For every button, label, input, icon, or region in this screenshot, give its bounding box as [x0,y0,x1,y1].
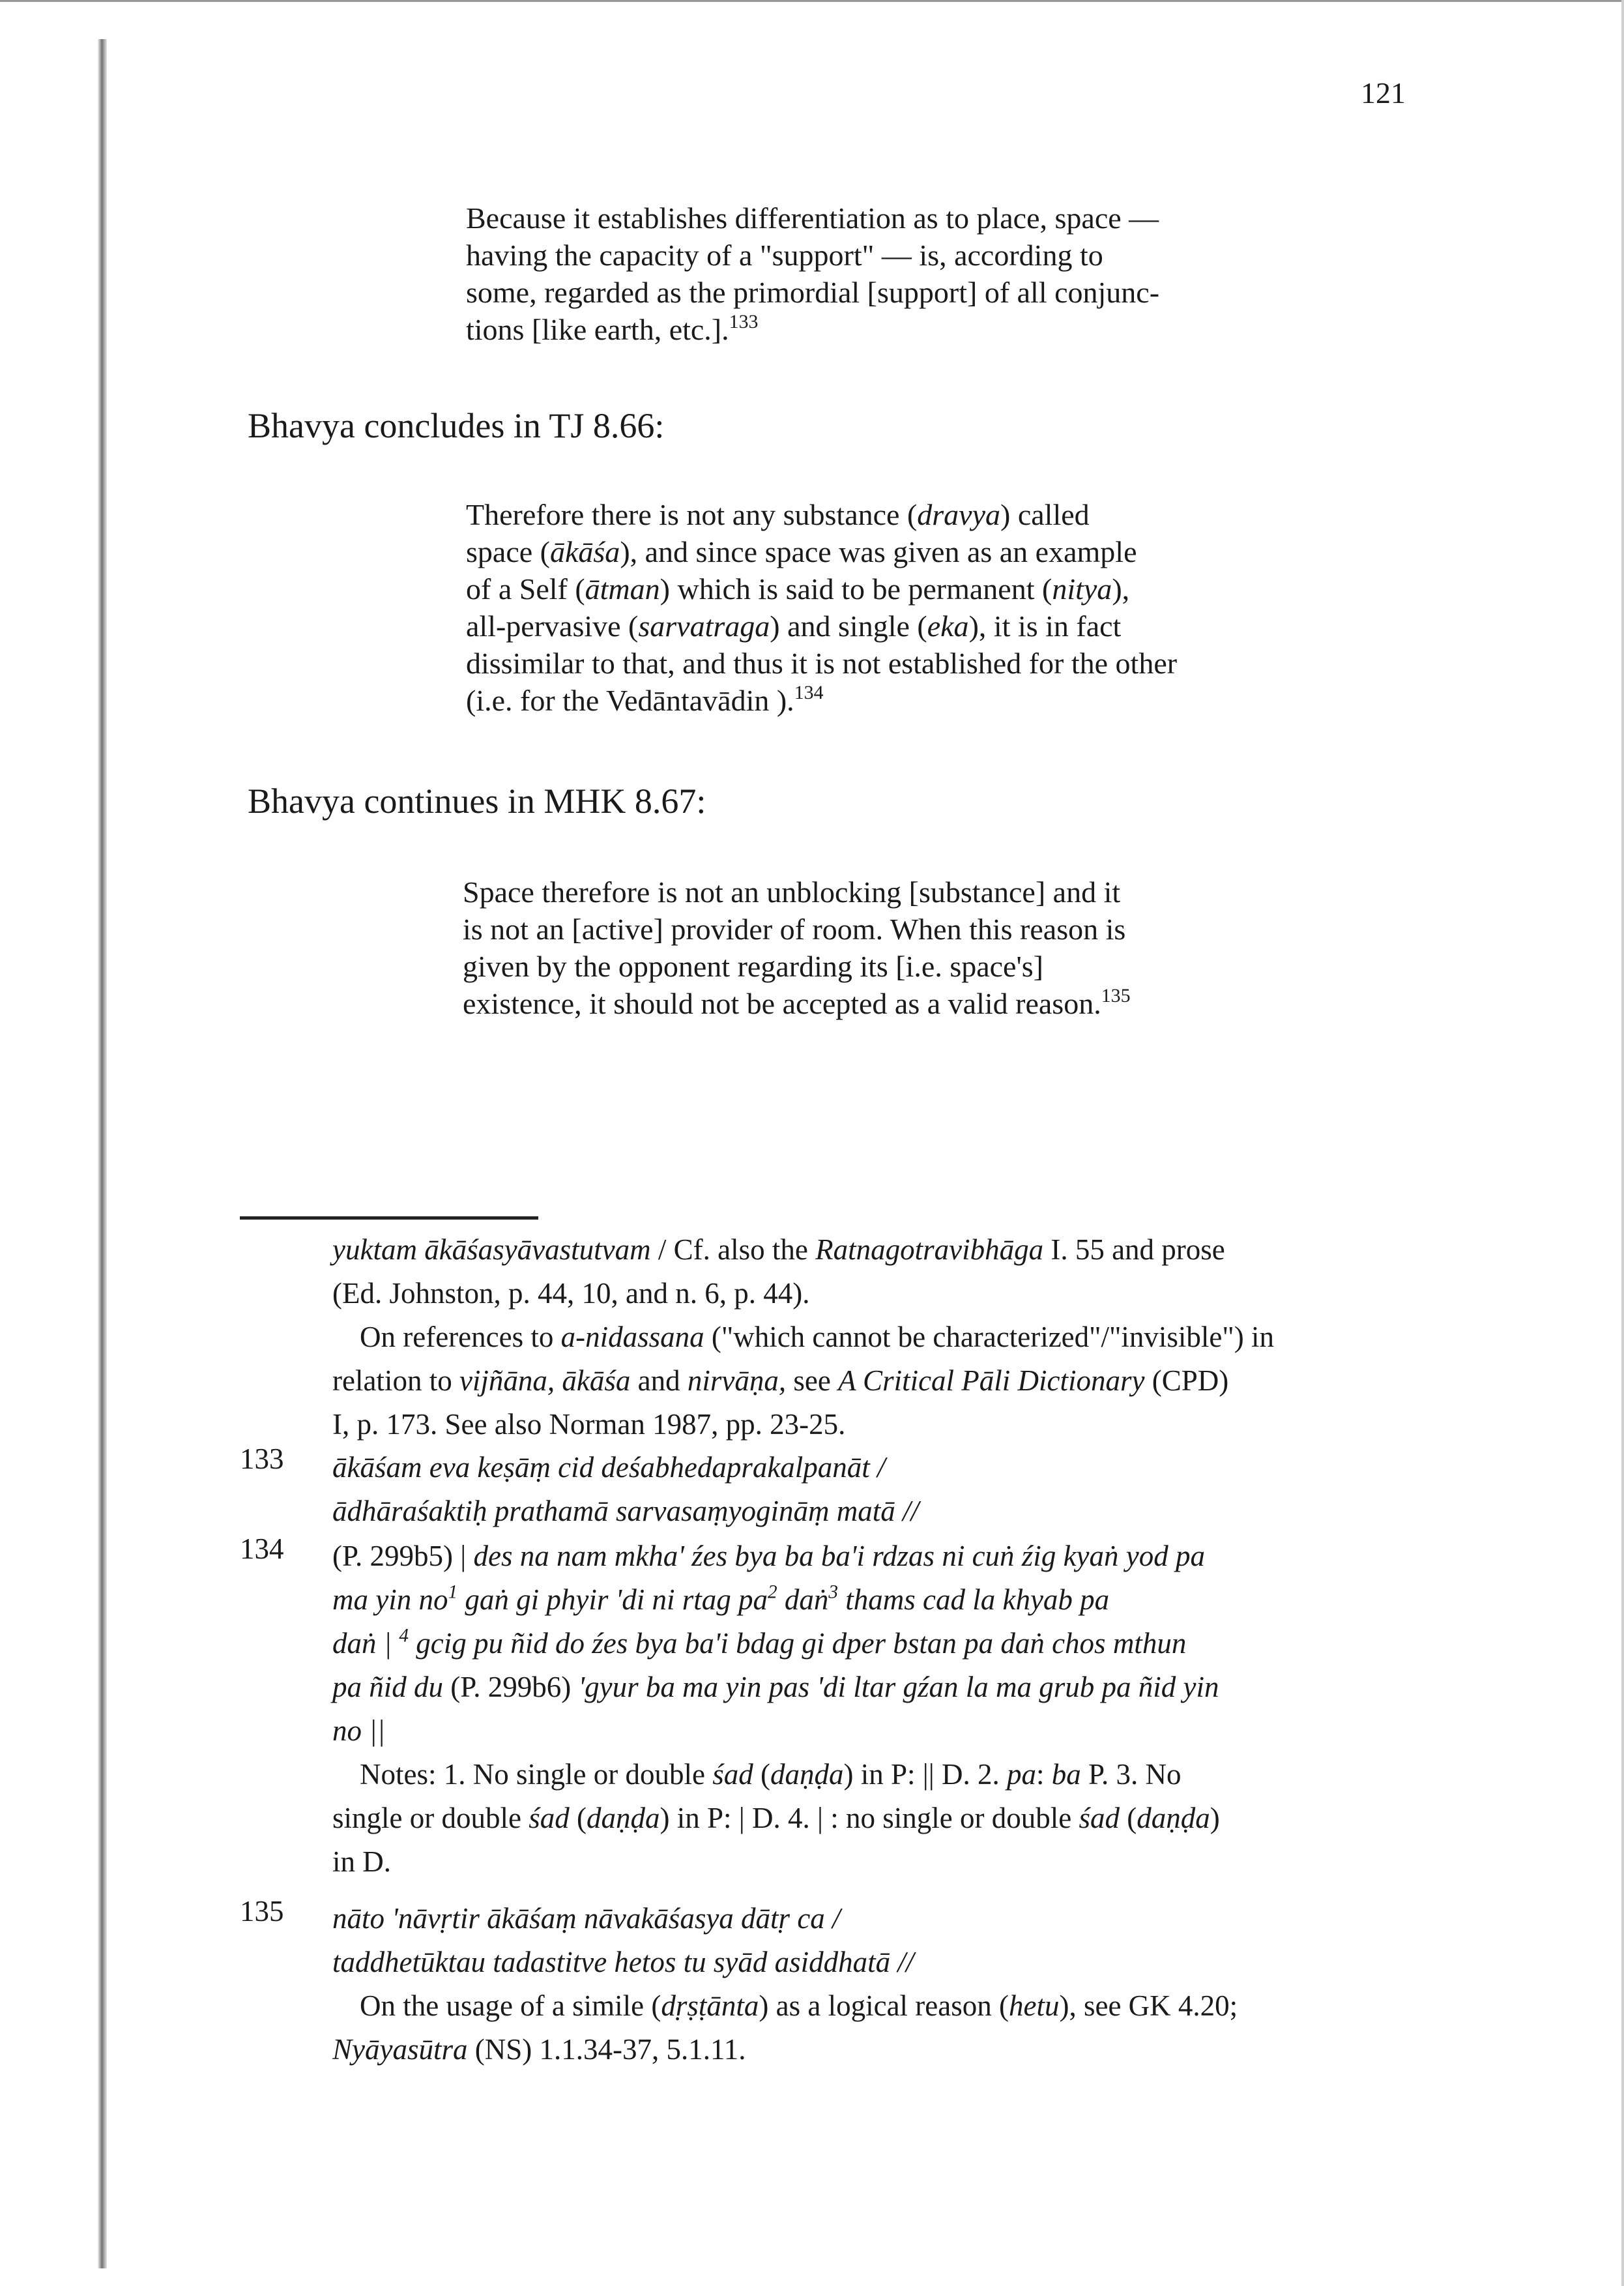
footnote-line: no || [332,1714,385,1747]
text: ( [753,1758,770,1791]
footnote-134 [332,1534,1401,1884]
text: space ( [466,535,550,568]
footnote-line [332,1228,1401,1272]
text: (P. 299b5) | [332,1540,474,1572]
note-marker: 3 [828,1581,838,1603]
quote2-line: dissimilar to that, and thus it is not established for the other [466,647,1178,680]
footnote-line: taddhetūktau tadastitve hetos tu syād asiddhatā // [332,1946,914,1978]
text: Therefore there is not any substance ( [466,498,918,531]
text: On the usage of a simile ( [360,1989,661,2022]
text: ), and since space was given as an example [620,535,1137,568]
text: ) which is said to be permanent ( [660,572,1052,606]
text: I. 55 and prose [1043,1233,1225,1266]
term-atman: ātman [585,572,660,606]
text: daṅ | [332,1627,399,1660]
footnote-ref-133[interactable]: 133 [729,311,759,333]
note-marker: 4 [399,1625,409,1647]
text: śad [529,1802,570,1834]
footnote-number-133: 133 [240,1443,284,1475]
lead-continues: Bhavya continues in MHK 8.67: [248,782,706,821]
quote2-line [466,496,1235,533]
term: vijñāna, ākāśa [459,1364,631,1397]
quote-block-2 [466,496,1235,719]
title-nyayasutra: Nyāyasūtra [332,2033,468,2066]
text: / Cf. also the [650,1233,816,1266]
term-hetu: hetu [1008,1989,1060,2022]
text: ) [1210,1802,1220,1834]
text: pa ñid du [332,1671,444,1703]
quote1-line: Because it establishes differentiation as to place, space — [466,201,1159,235]
text: thams cad la khyab pa [838,1583,1110,1616]
quote2-line [466,682,1235,719]
text: (NS) 1.1.34-37, 5.1.11. [467,2033,746,2066]
footnote-line: ākāśam eva keṣāṃ cid deśabhedaprakalpanāt / [332,1451,886,1484]
footnote-number-134: 134 [240,1532,284,1565]
text: relation to [332,1364,459,1397]
quote2-line [466,570,1235,608]
text: gcig pu ñid do źes bya ba'i bdag gi dper bstan pa daṅ chos mthun [409,1627,1187,1660]
footnote-line: in D. [332,1845,391,1878]
text: ), it is in fact [968,609,1122,643]
footnote-line [332,1753,1401,1796]
text: of a Self ( [466,572,585,606]
text: daṇḍa [586,1802,660,1834]
text: des na nam mkha' źes bya ba ba'i rdzas ni cuṅ źig kyaṅ yod pa [473,1540,1205,1572]
footnote-number-135: 135 [240,1895,284,1927]
term-dravya: dravya [917,498,1001,531]
text: : [1036,1758,1052,1791]
footnote-line [332,1622,1401,1665]
term-akasa: ākāśa [549,535,620,568]
footnote-line: ādhāraśaktiḥ prathamā sarvasaṃyogināṃ matā // [332,1495,919,1527]
quote1-line: some, regarded as the primordial [support] of all conjunc- [466,276,1160,309]
quote-block-3 [463,873,1232,1022]
footnote-separator [240,1216,538,1220]
text: ) as a logical reason ( [759,1989,1009,2022]
text: pa [1007,1758,1036,1791]
footnote-line [332,2028,1401,2072]
footnote-ref-135[interactable]: 135 [1101,985,1131,1007]
text: Notes: 1. No single or double [360,1758,713,1791]
text: daṇḍa [1137,1802,1210,1834]
quote-block-1 [466,199,1235,348]
text: ) and single ( [770,609,927,643]
text: ) in P: | D. 4. | : no single or double [660,1802,1079,1834]
text: ( [1119,1802,1137,1834]
footnote-line [332,1359,1401,1403]
text: daṅ [777,1583,829,1616]
quote3-line: given by the opponent regarding its [i.e. space's] [463,950,1043,983]
text: ("which cannot be characterized"/"invisible") in [704,1321,1274,1353]
text: yuktam ākāśasyāvastutvam [332,1233,651,1266]
footnote-133 [332,1446,1401,1533]
term-a-nidassana: a-nidassana [560,1321,704,1353]
quote1-line [466,311,1235,348]
text: and [630,1364,688,1397]
text: daṇḍa [770,1758,844,1791]
footnote-line: I, p. 173. See also Norman 1987, pp. 23-25. [332,1408,846,1441]
term-sarvatraga: sarvatraga [638,609,770,643]
quote1-last-line: tions [like earth, etc.]. [466,313,729,346]
quote2-line [466,533,1235,570]
quote3-line [463,985,1232,1022]
text: śad [1079,1802,1120,1834]
text: ( [569,1802,587,1834]
text: 'gyur ba ma yin pas 'di ltar gźan la ma grub pa ñid yin [578,1671,1219,1703]
text: On references to [360,1321,561,1353]
term-nitya: nitya [1052,572,1112,606]
text: (i.e. for the Vedāntavādin ). [466,684,794,717]
text: (CPD) [1144,1364,1229,1397]
text: see [786,1364,839,1397]
footnote-line [332,1665,1401,1709]
footnote-line [332,1984,1401,2028]
footnote-line [332,1578,1401,1622]
text: ), [1112,572,1130,606]
page-number: 121 [1361,76,1406,110]
footnote-135 [332,1897,1401,2072]
title-ratnagotravibhaga: Ratnagotravibhāga [815,1233,1044,1266]
text: P. 3. No [1080,1758,1182,1791]
text: ) in P: || D. 2. [843,1758,1007,1791]
lead-concludes: Bhavya concludes in TJ 8.66: [248,406,665,445]
footnote-line [332,1534,1401,1578]
quote3-line: is not an [active] provider of room. When this reason is [463,913,1126,946]
footnote-ref-134[interactable]: 134 [794,682,824,704]
footnote-continuation [332,1228,1401,1446]
text: ) called [1000,498,1090,531]
text: (P. 299b6) [443,1671,579,1703]
term: nirvāṇa, [687,1364,787,1397]
title-cpd: A Critical Pāli Dictionary [838,1364,1145,1397]
text: ), see GK 4.20; [1059,1989,1238,2022]
term-eka: eka [927,609,969,643]
term-drstanta: dṛṣṭānta [661,1989,759,2022]
quote1-line: having the capacity of a "support" — is, according to [466,239,1103,272]
text: gaṅ gi phyir 'di ni rtag pa [457,1583,768,1616]
quote2-line [466,608,1235,645]
text: ba [1051,1758,1081,1791]
footnote-line [332,1315,1401,1359]
quote3-line: Space therefore is not an unblocking [substance] and it [463,875,1121,909]
text: śad [712,1758,753,1791]
footnote-line: (Ed. Johnston, p. 44, 10, and n. 6, p. 44). [332,1277,810,1310]
text: all-pervasive ( [466,609,639,643]
scan-top-edge [0,0,1624,2]
text: ma yin no [332,1583,448,1616]
note-marker: 2 [768,1581,777,1603]
scan-right-edge [1621,0,1624,2286]
footnote-line [332,1796,1401,1840]
text: single or double [332,1802,529,1834]
scan-binding-edge [98,39,107,2268]
note-marker: 1 [448,1581,458,1603]
footnote-line: nāto 'nāvṛtir ākāśaṃ nāvakāśasya dātṛ ca / [332,1902,841,1935]
quote3-last-line: existence, it should not be accepted as a valid reason. [463,987,1101,1020]
